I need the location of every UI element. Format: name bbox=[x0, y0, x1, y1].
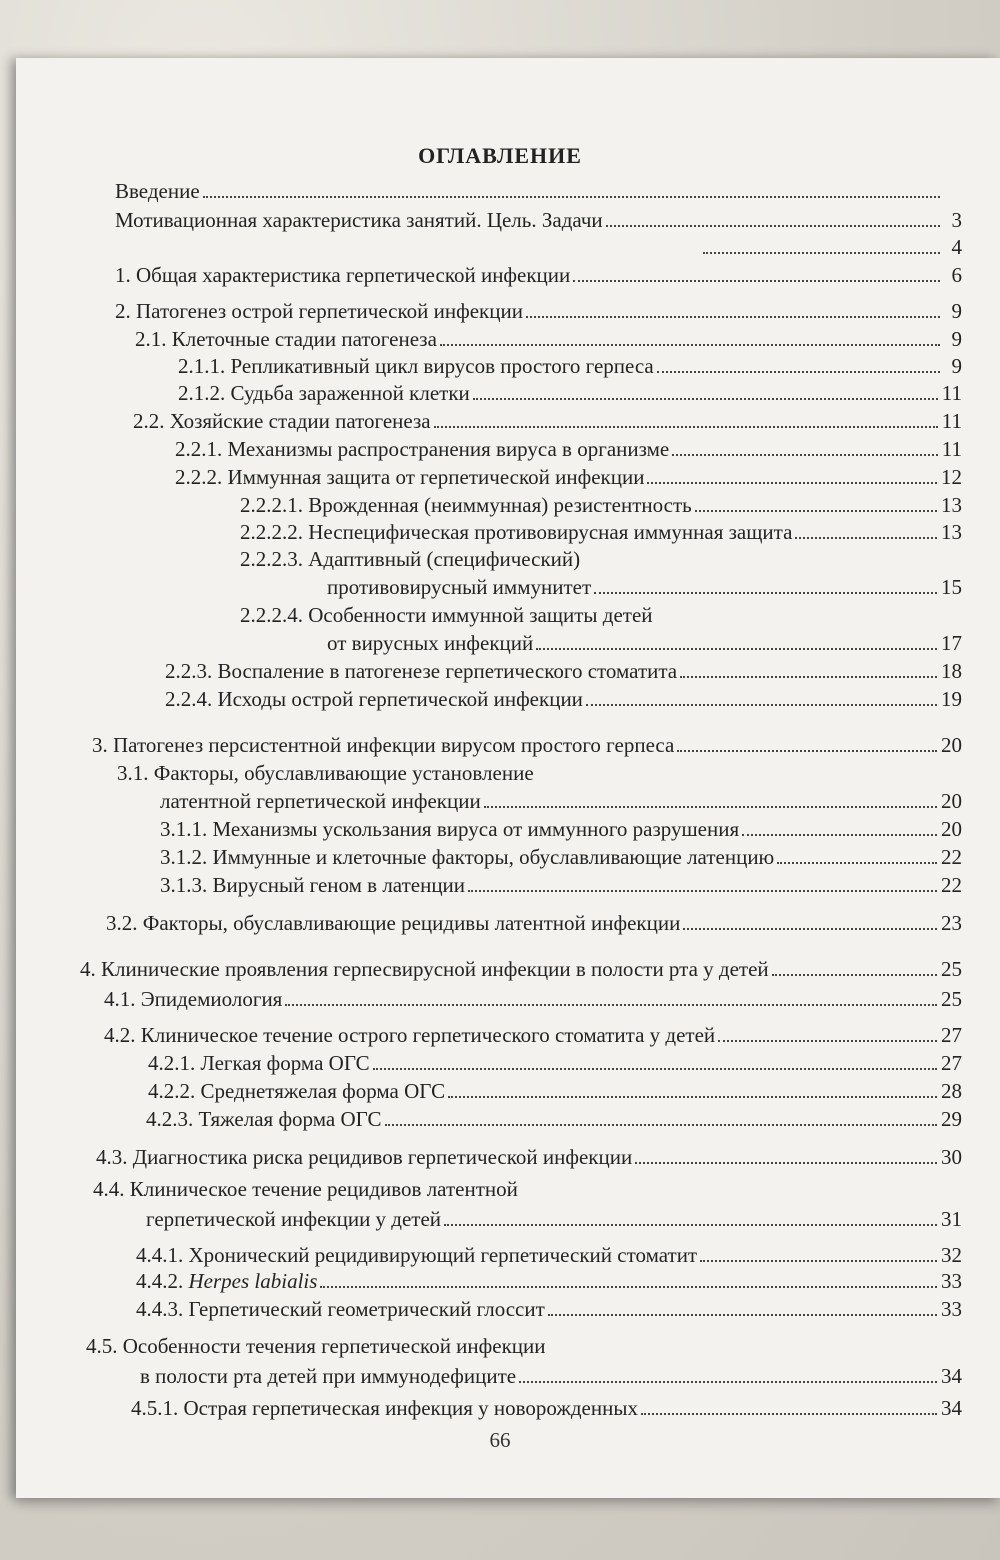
toc-entry bbox=[178, 380, 962, 406]
dot-leader bbox=[434, 425, 938, 428]
toc-entry bbox=[178, 353, 962, 379]
dot-leader bbox=[795, 536, 937, 539]
toc-entry-label: 2.1.1. Репликативный цикл вирусов простого герпеса bbox=[178, 354, 654, 378]
dot-leader bbox=[677, 749, 937, 752]
toc-entry-label: 1. Общая характеристика герпетической инфекции bbox=[115, 263, 571, 287]
toc-entry bbox=[92, 732, 962, 758]
toc-page-number: 34 bbox=[941, 1364, 962, 1388]
toc-entry bbox=[165, 686, 962, 712]
toc-entry-label: 4.2.2. Среднетяжелая форма ОГС bbox=[148, 1079, 446, 1103]
toc-page-number: 29 bbox=[941, 1107, 962, 1131]
toc-entry bbox=[327, 630, 962, 656]
dot-leader bbox=[777, 861, 937, 864]
toc-page-number: 9 bbox=[951, 299, 962, 323]
toc-page-number: 23 bbox=[941, 911, 962, 935]
dot-leader bbox=[203, 195, 940, 198]
toc-entry-label: 2.2.2.2. Неспецифическая противовирусная иммунная защита bbox=[240, 520, 793, 544]
dot-leader bbox=[573, 279, 940, 282]
toc-entry-label: 3.2. Факторы, обуславливающие рецидивы латентной инфекции bbox=[106, 911, 681, 935]
toc-entry bbox=[148, 1078, 962, 1104]
toc-entry-label: 4.3. Диагностика риска рецидивов герпетической инфекции bbox=[96, 1145, 633, 1169]
toc-entry bbox=[106, 910, 962, 936]
toc-page-number: 13 bbox=[941, 520, 962, 544]
toc-entry-label: 3.1. Факторы, обуславливающие установление bbox=[117, 761, 534, 785]
dot-leader bbox=[385, 1123, 938, 1126]
page-number-footer: 66 bbox=[489, 1428, 511, 1452]
toc-page-number: 27 bbox=[941, 1051, 962, 1075]
dot-leader bbox=[657, 370, 940, 373]
toc-entry bbox=[115, 262, 962, 288]
toc-page-number: 20 bbox=[941, 789, 962, 813]
toc-entry bbox=[700, 234, 962, 260]
toc-entry-label: 4.5. Особенности течения герпетической инфекции bbox=[86, 1334, 546, 1358]
toc-page-number: 11 bbox=[941, 381, 962, 405]
toc-entry-label: 4.1. Эпидемиология bbox=[104, 987, 283, 1011]
toc-entry-label: 2.1.2. Судьба зараженной клетки bbox=[178, 381, 470, 405]
dot-leader bbox=[695, 509, 937, 512]
dot-leader bbox=[448, 1095, 937, 1098]
toc-entry bbox=[136, 1268, 962, 1294]
toc-entry-label: 4.4.1. Хронический рецидивирующий герпетический стоматит bbox=[136, 1243, 698, 1267]
toc-page-number: 3 bbox=[951, 208, 962, 232]
toc-page-number: 13 bbox=[941, 493, 962, 517]
toc-entry-label-continued: от вирусных инфекций bbox=[327, 631, 534, 655]
toc-page-number: 33 bbox=[941, 1297, 962, 1321]
toc-entry-label bbox=[136, 1268, 317, 1294]
toc-page-number: 17 bbox=[941, 631, 962, 655]
toc-page-number: 6 bbox=[951, 263, 962, 287]
toc-entry bbox=[160, 788, 962, 814]
toc-entry-label: 2.2.3. Воспаление в патогенезе герпетического стоматита bbox=[165, 659, 678, 683]
dot-leader bbox=[703, 251, 940, 254]
toc-page-number: 4 bbox=[951, 235, 962, 259]
dot-leader bbox=[647, 481, 937, 484]
toc-entry-label: Мотивационная характеристика занятий. Цель. Задачи bbox=[115, 208, 603, 232]
toc-page-number: 30 bbox=[941, 1145, 962, 1169]
toc-page-number: 31 bbox=[941, 1207, 962, 1231]
dot-leader bbox=[536, 647, 937, 650]
toc-entry-label-continued: латентной герпетической инфекции bbox=[160, 789, 481, 813]
toc-entry-label: 4.5.1. Острая герпетическая инфекция у новорожденных bbox=[131, 1396, 638, 1420]
dot-leader bbox=[772, 973, 937, 976]
toc-entry-label: 4.4. Клиническое течение рецидивов латентной bbox=[93, 1177, 518, 1201]
toc-entry-label: 2.2.2.3. Адаптивный (специфический) bbox=[240, 547, 581, 571]
toc-entry bbox=[133, 408, 962, 434]
toc-entry-label: 2.1. Клеточные стадии патогенеза bbox=[135, 327, 437, 351]
toc-page-number: 22 bbox=[941, 845, 962, 869]
toc-entry bbox=[115, 298, 962, 324]
dot-leader bbox=[519, 1380, 937, 1383]
toc-entry bbox=[146, 1206, 962, 1232]
toc-page-number: 12 bbox=[941, 465, 962, 489]
toc-entry bbox=[136, 1242, 962, 1268]
dot-leader bbox=[440, 343, 940, 346]
dot-leader bbox=[680, 675, 937, 678]
toc-entry-label: 3.1.2. Иммунные и клеточные факторы, обуславливающие латенцию bbox=[160, 845, 775, 869]
toc-entry bbox=[160, 816, 962, 842]
toc-page-number: 20 bbox=[941, 733, 962, 757]
toc-entry-label: 4.2.1. Легкая форма ОГС bbox=[148, 1051, 370, 1075]
dot-leader bbox=[718, 1039, 937, 1042]
toc-entry bbox=[80, 956, 962, 982]
toc-entry-label-continued: противовирусный иммунитет bbox=[327, 575, 592, 599]
dot-leader bbox=[548, 1313, 937, 1316]
dot-leader bbox=[672, 453, 938, 456]
toc-entry bbox=[175, 436, 962, 462]
dot-leader bbox=[320, 1285, 937, 1288]
toc-page-number: 33 bbox=[941, 1269, 962, 1293]
toc-page-number: 32 bbox=[941, 1243, 962, 1267]
toc-entry-label: 3.1.1. Механизмы ускользания вируса от иммунного разрушения bbox=[160, 817, 740, 841]
toc-title: ОГЛАВЛЕНИЕ bbox=[418, 143, 582, 168]
toc-entry-number: 4.4.2. bbox=[136, 1269, 189, 1293]
dot-leader bbox=[285, 1003, 937, 1006]
toc-entry-italic-title: Herpes labialis bbox=[188, 1269, 318, 1293]
dot-leader bbox=[606, 224, 940, 227]
toc-entry-label: 2. Патогенез острой герпетической инфекции bbox=[115, 299, 523, 323]
toc-entry-label: 2.2.4. Исходы острой герпетической инфекции bbox=[165, 687, 583, 711]
dot-leader bbox=[641, 1412, 937, 1415]
dot-leader bbox=[683, 927, 937, 930]
toc-page-number: 18 bbox=[941, 659, 962, 683]
toc-entry-label: 2.2.2. Иммунная защита от герпетической инфекции bbox=[175, 465, 645, 489]
dot-leader bbox=[444, 1223, 937, 1226]
toc-page-number: 25 bbox=[941, 957, 962, 981]
dot-leader bbox=[484, 805, 937, 808]
toc-entry-label: 2.2.1. Механизмы распространения вируса в организме bbox=[175, 437, 670, 461]
toc-page-number: 25 bbox=[941, 987, 962, 1011]
dot-leader bbox=[373, 1067, 937, 1070]
toc-page-number: 11 bbox=[941, 409, 962, 433]
toc-entry-label: 4. Клинические проявления герпесвирусной инфекции в полости рта у детей bbox=[80, 957, 769, 981]
toc-page-number: 22 bbox=[941, 873, 962, 897]
dot-leader bbox=[468, 889, 937, 892]
toc-entry bbox=[136, 1296, 962, 1322]
toc-page-number: 9 bbox=[951, 327, 962, 351]
toc-page-number: 27 bbox=[941, 1023, 962, 1047]
toc-entry bbox=[175, 464, 962, 490]
toc-entry bbox=[104, 1022, 962, 1048]
toc-entry bbox=[96, 1144, 962, 1170]
toc-entry bbox=[146, 1106, 962, 1132]
toc-entry-label: 2.2.2.4. Особенности иммунной защиты детей bbox=[240, 603, 653, 627]
toc-entry bbox=[240, 492, 962, 518]
dot-leader bbox=[742, 833, 937, 836]
toc-entry-label: Введение bbox=[115, 179, 200, 203]
toc-entry bbox=[115, 207, 962, 233]
toc-page-number: 19 bbox=[941, 687, 962, 711]
toc-page-number: 15 bbox=[941, 575, 962, 599]
toc-entry-label: 3.1.3. Вирусный геном в латенции bbox=[160, 873, 466, 897]
toc-entry-label: 4.2. Клиническое течение острого герпетического стоматита у детей bbox=[104, 1023, 716, 1047]
toc-entry-label-continued: в полости рта детей при иммунодефиците bbox=[140, 1364, 517, 1388]
toc-entry-label: 2.2.2.1. Врожденная (неиммунная) резистентность bbox=[240, 493, 692, 517]
toc-entry bbox=[131, 1395, 962, 1421]
toc-page-number: 20 bbox=[941, 817, 962, 841]
toc-entry-intro bbox=[115, 178, 944, 204]
toc-page-number: 11 bbox=[941, 437, 962, 461]
toc-entry bbox=[165, 658, 962, 684]
dot-leader bbox=[635, 1161, 937, 1164]
dot-leader bbox=[526, 315, 940, 318]
toc-entry bbox=[104, 986, 962, 1012]
toc-page-number: 34 bbox=[941, 1396, 962, 1420]
toc-entry bbox=[140, 1363, 962, 1389]
toc-entry-label-continued: герпетической инфекции у детей bbox=[146, 1207, 442, 1231]
toc-entry bbox=[135, 326, 962, 352]
toc-entry-label: 4.4.3. Герпетический геометрический глоссит bbox=[136, 1297, 545, 1321]
dot-leader bbox=[700, 1259, 937, 1262]
toc-entry bbox=[160, 872, 962, 898]
toc-entry bbox=[160, 844, 962, 870]
toc-page-number: 9 bbox=[951, 354, 962, 378]
dot-leader bbox=[586, 703, 937, 706]
toc-entry bbox=[327, 574, 962, 600]
toc-entry-label: 2.2. Хозяйские стадии патогенеза bbox=[133, 409, 431, 433]
toc-entry-label: 3. Патогенез персистентной инфекции вирусом простого герпеса bbox=[92, 733, 675, 757]
dot-leader bbox=[594, 591, 937, 594]
toc-entry bbox=[240, 519, 962, 545]
toc-page-number: 28 bbox=[941, 1079, 962, 1103]
toc-entry bbox=[148, 1050, 962, 1076]
toc-entry-label: 4.2.3. Тяжелая форма ОГС bbox=[146, 1107, 382, 1131]
dot-leader bbox=[473, 397, 938, 400]
